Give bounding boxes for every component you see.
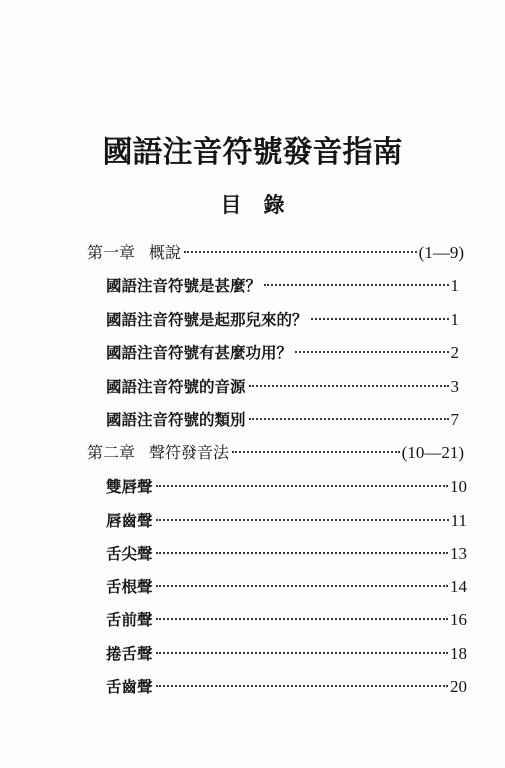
entry-title: 國語注音符號的音源	[106, 377, 246, 396]
dot-leader	[311, 318, 449, 320]
toc-entry-row	[106, 405, 459, 435]
dot-leader	[156, 585, 448, 587]
dot-leader	[264, 284, 448, 286]
dot-leader	[232, 451, 400, 453]
chapter-number: 第一章	[87, 243, 136, 262]
entry-title: 捲舌聲	[106, 644, 153, 663]
dot-leader	[156, 652, 448, 654]
entry-page: 20	[450, 677, 467, 696]
entry-title: 國語注音符號有甚麼功用？	[106, 343, 293, 362]
book-title: 國語注音符號發音指南	[102, 135, 403, 170]
dot-leader	[156, 618, 448, 620]
entry-page: 14	[450, 577, 467, 596]
entry-page: 18	[450, 644, 467, 663]
entry-title: 舌齒聲	[106, 677, 153, 696]
entry-page: 3	[450, 377, 459, 396]
entry-page: 2	[450, 343, 459, 362]
toc-entry-row	[106, 372, 459, 402]
chapter-number: 第二章	[87, 443, 136, 462]
toc-heading-part-1: 目	[220, 192, 242, 217]
toc-chapter-row	[87, 438, 464, 468]
chapter-title: 概說	[149, 243, 182, 262]
toc-entry-row	[106, 271, 459, 301]
entry-title: 雙唇聲	[106, 477, 153, 496]
toc-entry-row	[106, 506, 467, 536]
entry-title: 國語注音符號是甚麼？	[106, 276, 262, 295]
toc-heading-part-2: 錄	[263, 192, 285, 217]
entry-page: 13	[450, 544, 467, 563]
dot-leader	[156, 519, 449, 521]
entry-page: 1	[450, 276, 459, 295]
toc-entry-row	[106, 672, 467, 702]
entry-title: 舌前聲	[106, 610, 153, 629]
toc-entry-row	[106, 639, 467, 669]
toc-chapter-row	[87, 238, 464, 268]
chapter-label	[87, 238, 181, 268]
entry-page: 7	[450, 410, 459, 429]
toc-entry-row	[106, 338, 459, 368]
toc-entry-row	[106, 472, 467, 502]
entry-title: 舌尖聲	[106, 544, 153, 563]
entry-page: 11	[450, 511, 467, 530]
dot-leader	[249, 418, 449, 420]
chapter-page-range: (1—9)	[418, 243, 464, 262]
dot-leader	[249, 385, 449, 387]
dot-leader	[295, 351, 448, 353]
toc-entry-row	[106, 572, 467, 602]
chapter-page-range: (10—21)	[401, 443, 464, 462]
entry-title: 唇齒聲	[106, 511, 153, 530]
dot-leader	[156, 485, 448, 487]
entry-page: 1	[450, 310, 459, 329]
dot-leader	[156, 685, 448, 687]
entry-title: 舌根聲	[106, 577, 153, 596]
toc-entry-row	[106, 539, 467, 569]
chapter-title: 聲符發音法	[149, 443, 230, 462]
chapter-label	[87, 438, 229, 468]
dot-leader	[184, 251, 417, 253]
entry-page: 10	[450, 477, 467, 496]
dot-leader	[156, 552, 448, 554]
toc-entry-row	[106, 605, 467, 635]
entry-title: 國語注音符號是起那兒來的？	[106, 310, 308, 329]
entry-page: 16	[450, 610, 467, 629]
entry-title: 國語注音符號的類別	[106, 410, 246, 429]
toc-entry-row	[106, 305, 459, 335]
